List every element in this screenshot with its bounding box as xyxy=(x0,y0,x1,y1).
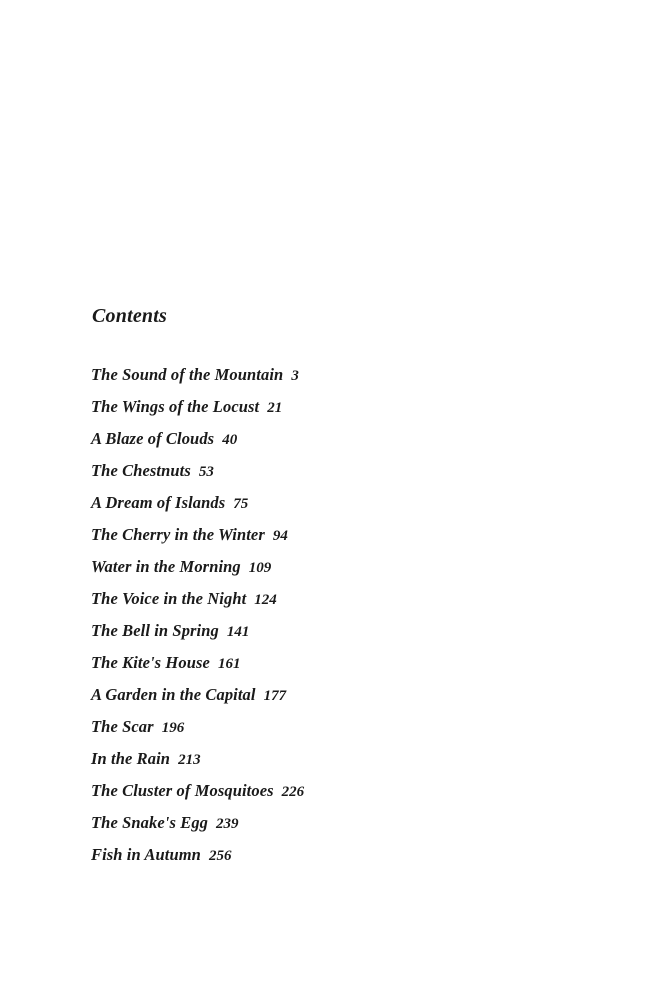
toc-entry xyxy=(91,807,304,839)
toc-entry-title: A Garden in the Capital xyxy=(91,685,256,704)
toc-entry xyxy=(91,711,304,743)
toc-entry-title: In the Rain xyxy=(91,749,171,768)
toc-entry-page-number: 161 xyxy=(217,656,241,672)
toc-entry xyxy=(91,359,304,391)
toc-entry-page-number: 109 xyxy=(248,560,272,576)
table-of-contents xyxy=(91,359,304,871)
toc-entry-page-number: 196 xyxy=(161,720,185,736)
toc-entry xyxy=(91,839,304,871)
toc-entry-title: The Scar xyxy=(91,717,154,736)
toc-entry-title: The Snake's Egg xyxy=(91,813,209,832)
toc-entry-page-number: 124 xyxy=(254,592,277,608)
toc-entry-title: The Chestnuts xyxy=(91,461,191,480)
toc-entry-title: The Sound of the Mountain xyxy=(91,365,284,384)
toc-entry xyxy=(91,391,304,423)
toc-entry xyxy=(91,775,304,807)
toc-entry-title: A Blaze of Clouds xyxy=(91,429,215,448)
toc-entry-page-number: 94 xyxy=(272,528,288,544)
toc-entry-page-number: 226 xyxy=(281,784,305,800)
toc-entry-page-number: 141 xyxy=(226,624,250,640)
toc-entry-page-number: 21 xyxy=(267,400,283,416)
contents-heading: Contents xyxy=(92,305,167,327)
toc-entry xyxy=(91,487,304,519)
toc-entry-page-number: 213 xyxy=(178,752,201,768)
toc-entry-title: The Voice in the Night xyxy=(91,589,247,608)
toc-entry-title: The Bell in Spring xyxy=(91,621,219,640)
toc-entry-page-number: 177 xyxy=(263,688,287,704)
toc-entry-page-number: 256 xyxy=(208,848,232,864)
toc-entry-title: The Wings of the Locust xyxy=(91,397,260,416)
toc-entry xyxy=(91,551,304,583)
toc-entry-page-number: 53 xyxy=(198,464,214,480)
toc-entry-title: The Cluster of Mosquitoes xyxy=(91,781,274,800)
toc-entry xyxy=(91,455,304,487)
toc-entry-title: The Kite's House xyxy=(91,653,210,672)
toc-entry-page-number: 75 xyxy=(233,496,249,512)
toc-entry-title: The Cherry in the Winter xyxy=(91,525,265,544)
toc-entry-page-number: 239 xyxy=(216,816,239,832)
toc-entry xyxy=(91,743,304,775)
toc-entry xyxy=(91,519,304,551)
toc-entry xyxy=(91,615,304,647)
toc-entry-title: Fish in Autumn xyxy=(91,845,201,864)
toc-entry-page-number: 3 xyxy=(291,368,299,384)
toc-entry-page-number: 40 xyxy=(222,432,238,448)
toc-entry xyxy=(91,583,304,615)
toc-entry xyxy=(91,679,304,711)
toc-entry-title: A Dream of Islands xyxy=(91,493,226,512)
toc-entry xyxy=(91,423,304,455)
toc-entry xyxy=(91,647,304,679)
toc-entry-title: Water in the Morning xyxy=(91,557,241,576)
